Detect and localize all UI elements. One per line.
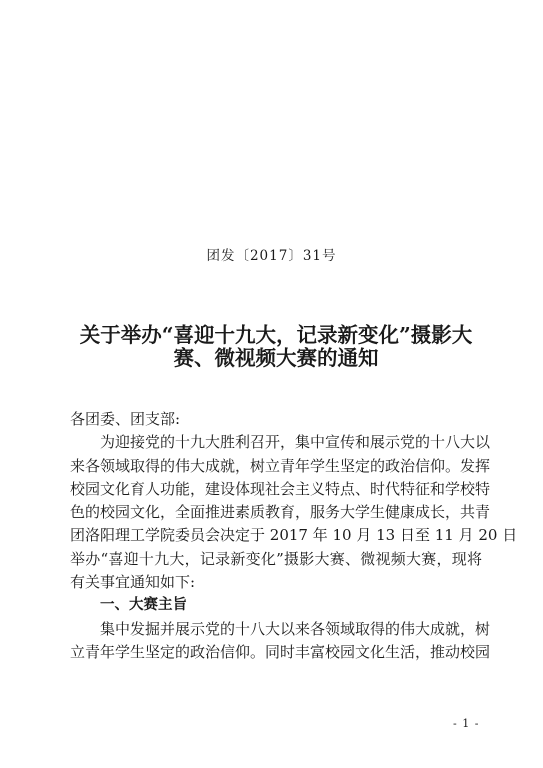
section-1-heading: 一、大赛主旨 xyxy=(100,597,187,614)
title-line-1: 关于举办“喜迎十九大，记录新变化”摄影大 xyxy=(79,323,473,347)
salutation: 各团委、团支部: xyxy=(70,410,181,428)
paragraph-2-line-1: 集中发掘并展示党的十八大以来各领域取得的伟大成就，树 xyxy=(100,619,491,638)
document-number: 团发〔2017〕31号 xyxy=(206,248,337,264)
paragraph-1-line-1: 为迎接党的十九大胜利召开，集中宣传和展示党的十八大以 xyxy=(100,433,491,452)
paragraph-1-line-6: 举办“喜迎十九大，记录新变化”摄影大赛、微视频大赛，现将 xyxy=(70,549,482,568)
document-body xyxy=(70,408,518,664)
paragraph-1-line-4: 色的校园文化，全面推进素质教育，服务大学生健康成长，共青 xyxy=(70,503,491,522)
document-title xyxy=(70,318,482,371)
paragraph-1-line-3: 校园文化育人功能，建设体现社会主义特点、时代特征和学校特 xyxy=(70,479,491,498)
paragraph-2-line-2: 立青年学生坚定的政治信仰。同时丰富校园文化生活，推动校园 xyxy=(70,642,491,661)
paragraph-1-line-2: 来各领域取得的伟大成就，树立青年学生坚定的政治信仰。发挥 xyxy=(70,456,491,475)
title-line-2: 赛、微视频大赛的通知 xyxy=(173,346,379,371)
paragraph-1-line-7: 有关事宜通知如下: xyxy=(70,573,196,592)
paragraph-1-line-5: 团洛阳理工学院委员会决定于 2017 年 10 月 13 日至 11 月 20 日 xyxy=(70,526,518,545)
page-number: - 1 - xyxy=(453,717,480,730)
